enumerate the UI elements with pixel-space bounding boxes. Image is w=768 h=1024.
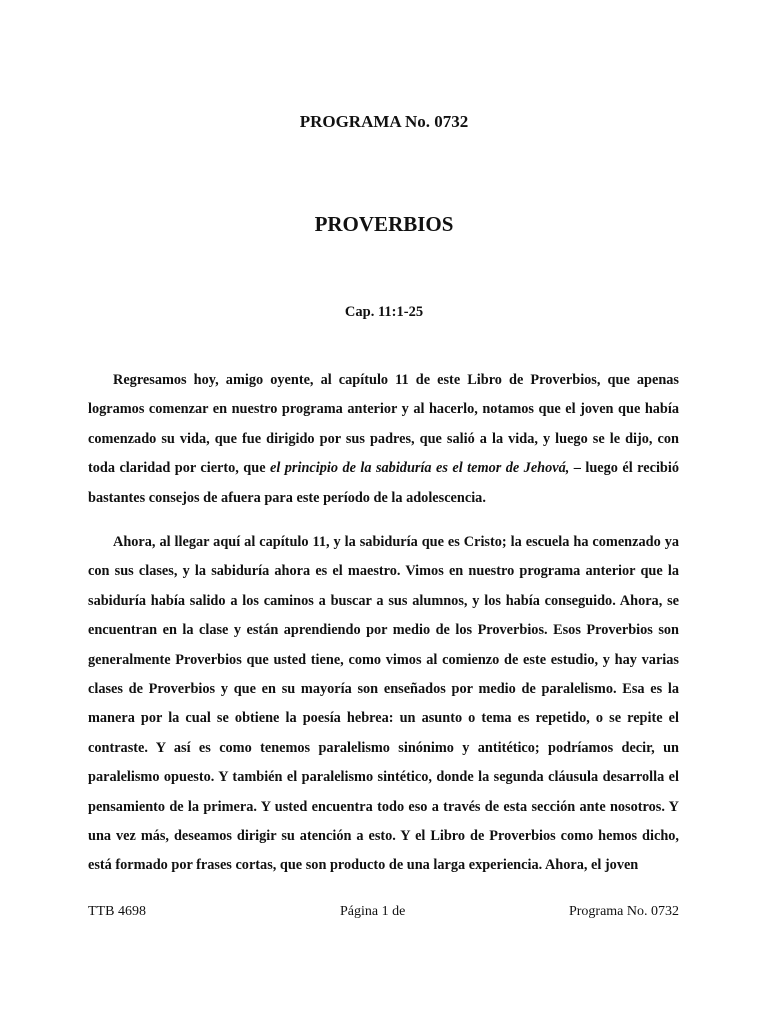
paragraph-text-end: – luego él recibió bastantes consejos de afuera para este período de la adolescencia. bbox=[88, 460, 679, 506]
chapter-reference: Cap. 11:1-25 bbox=[344, 304, 424, 320]
footer-page-number: Página 1 de bbox=[340, 904, 406, 919]
body-paragraph-2 bbox=[88, 528, 679, 881]
book-title: PROVERBIOS bbox=[314, 212, 454, 236]
page-footer bbox=[88, 904, 679, 924]
italic-quote: el principio de la sabiduría es el temor de Jehová, bbox=[270, 460, 570, 477]
paragraph-text bbox=[88, 366, 679, 513]
footer-document-code: TTB 4698 bbox=[88, 904, 146, 919]
body-paragraph-1 bbox=[88, 366, 679, 513]
paragraph-text: Ahora, al llegar aquí al capítulo 11, y la sabiduría que es Cristo; la escuela ha comenzado ya con sus clases, y la sabiduría ahora es el maestro. Vimos en nuestro programa anterior que la sabiduría había salido a los caminos a buscar a sus alumnos, y los había conseguido. Ahora, se encuentran en la clase y están aprendiendo por medio de los Proverbios. Esos Proverbios son generalmente Proverbios que usted tiene, como vimos al comienzo de este estudio, y hay varias clases de Proverbios y que en su mayoría son enseñados por medio de paralelismo. Esa es la manera por la cual se obtiene la poesía hebrea: un asunto o tema es repetido, o se repite el contraste. Y así es como tenemos paralelismo sinónimo y antitético; podríamos decir, un paralelismo opuesto. Y también el paralelismo sintético, donde la segunda cláusula desarrolla el pensamiento de la primera. Y usted encuentra todo eso a través de esta sección ante nosotros. Y una vez más, deseamos dirigir su atención a esto. Y el Libro de Proverbios como hemos dicho, está formado por frases cortas, que son producto de una larga experiencia. Ahora, el joven bbox=[88, 534, 679, 874]
paragraph-text-start: Regresamos hoy, amigo oyente, al capítulo 11 de este Libro de Proverbios, que apenas logramos comenzar en nuestro programa anterior y al hacerlo, notamos que el joven que había comenzado su vida, que fue dirigido por sus padres, que salió a la vida, y luego se le dijo, con toda claridad por cierto, que bbox=[88, 372, 679, 477]
program-number-heading: PROGRAMA No. 0732 bbox=[299, 112, 469, 131]
footer-program-number: Programa No. 0732 bbox=[568, 904, 679, 919]
